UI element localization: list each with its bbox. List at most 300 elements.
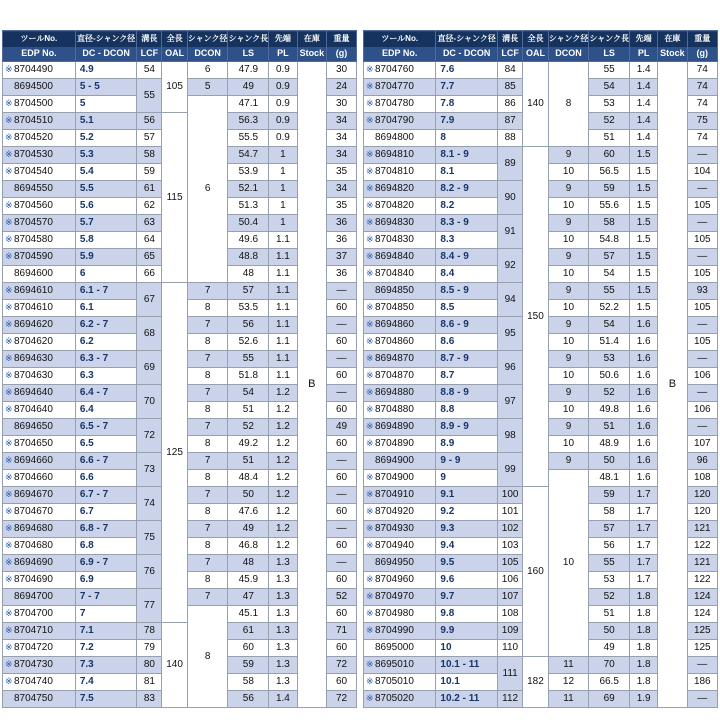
ls-cell: 55 <box>589 555 630 572</box>
ls-cell: 53 <box>589 96 630 113</box>
edp-cell <box>3 79 76 96</box>
dcon-cell: 9 <box>548 317 589 334</box>
dc-cell: 6.7 - 7 <box>75 487 137 504</box>
edp-number: 8704980 <box>375 608 414 619</box>
wt-cell: 186 <box>687 674 717 691</box>
dc-cell: 6.8 <box>75 538 137 555</box>
lcf-cell: 72 <box>137 419 162 453</box>
dc-cell: 9.5 <box>436 555 498 572</box>
dc-cell: 9.8 <box>436 606 498 623</box>
made-to-order-mark: ※ <box>5 370 13 380</box>
ls-cell: 58 <box>589 504 630 521</box>
ls-cell: 58 <box>589 215 630 232</box>
pl-cell: 1.7 <box>630 487 658 504</box>
made-to-order-mark: ※ <box>5 149 13 159</box>
wt-cell: — <box>327 283 357 300</box>
lcf-cell: 102 <box>497 521 522 538</box>
ls-cell: 59 <box>589 181 630 198</box>
edp-cell <box>3 419 76 436</box>
made-to-order-mark: ※ <box>366 608 374 618</box>
column-header-ja: 直径-シャンク径 <box>76 34 136 43</box>
edp-number: 8704920 <box>375 506 414 517</box>
pl-cell: 1.8 <box>630 674 658 691</box>
pl-cell: 1.1 <box>269 317 297 334</box>
dcon-cell: 10 <box>548 232 589 249</box>
lcf-cell: 88 <box>497 130 522 147</box>
edp-number: 8704870 <box>375 370 414 381</box>
made-to-order-mark: ※ <box>5 319 13 329</box>
column-header-en: DCON <box>194 48 221 58</box>
dcon-cell: 9 <box>548 249 589 266</box>
edp-number: 8704510 <box>14 115 53 126</box>
lcf-cell: 112 <box>497 691 522 708</box>
table-row <box>3 62 357 79</box>
column-header-ja: 先端 <box>274 34 291 43</box>
pl-cell: 1.4 <box>269 691 297 708</box>
edp-cell <box>3 436 76 453</box>
oal-cell: 182 <box>523 657 548 708</box>
made-to-order-mark: ※ <box>5 166 13 176</box>
made-to-order-mark: ※ <box>366 676 374 686</box>
dc-cell: 9 - 9 <box>436 453 498 470</box>
edp-cell <box>364 453 436 470</box>
dc-cell: 6.9 <box>75 572 137 589</box>
ls-cell: 70 <box>589 657 630 674</box>
ls-cell: 51 <box>589 419 630 436</box>
ls-cell: 55 <box>589 62 630 79</box>
wt-cell: 105 <box>687 334 717 351</box>
edp-cell <box>364 521 436 538</box>
made-to-order-mark: ※ <box>5 523 13 533</box>
pl-cell: 1.5 <box>630 181 658 198</box>
pl-cell: 1.3 <box>269 555 297 572</box>
dc-cell: 7.1 <box>75 623 137 640</box>
pl-cell: 1.6 <box>630 436 658 453</box>
dcon-cell: 7 <box>187 453 228 470</box>
dcon-cell: 7 <box>187 317 228 334</box>
wt-cell: 36 <box>327 266 357 283</box>
pl-cell: 0.9 <box>269 96 297 113</box>
wt-cell: 125 <box>687 640 717 657</box>
dcon-cell: 7 <box>187 351 228 368</box>
made-to-order-mark: ※ <box>366 489 374 499</box>
ls-cell: 56 <box>228 317 269 334</box>
made-to-order-mark: ※ <box>5 472 13 482</box>
edp-cell <box>364 589 436 606</box>
wt-cell: 49 <box>327 419 357 436</box>
edp-cell <box>364 691 436 708</box>
edp-cell <box>3 113 76 130</box>
wt-cell: — <box>687 249 717 266</box>
made-to-order-mark: ※ <box>366 234 374 244</box>
lcf-cell: 66 <box>137 266 162 283</box>
lcf-cell: 106 <box>497 572 522 589</box>
edp-number: 8704900 <box>375 472 414 483</box>
column-header-ja: 溝長 <box>502 34 519 43</box>
made-to-order-mark: ※ <box>5 285 13 295</box>
wt-cell: 60 <box>327 334 357 351</box>
wt-cell: 104 <box>687 164 717 181</box>
edp-number: 8695010 <box>375 659 414 670</box>
dc-cell: 5 <box>75 96 137 113</box>
edp-number: 8704760 <box>375 64 414 75</box>
pl-cell: 1.3 <box>269 657 297 674</box>
dc-cell: 5.3 <box>75 147 137 164</box>
dcon-cell: 10 <box>548 402 589 419</box>
ls-cell: 56 <box>589 538 630 555</box>
edp-number: 8704850 <box>375 302 414 313</box>
dcon-cell: 10 <box>548 198 589 215</box>
column-header-en: EDP No. <box>382 48 418 58</box>
edp-cell <box>3 691 76 708</box>
ls-cell: 53.5 <box>228 300 269 317</box>
column-header-wt <box>687 31 717 62</box>
ls-cell: 49 <box>228 79 269 96</box>
lcf-cell: 105 <box>497 555 522 572</box>
ls-cell: 60 <box>589 147 630 164</box>
edp-number: 8704670 <box>14 506 53 517</box>
column-header-en: (g) <box>335 48 348 58</box>
pl-cell: 1.3 <box>269 572 297 589</box>
edp-cell <box>364 317 436 334</box>
edp-cell <box>3 521 76 538</box>
lcf-cell: 78 <box>137 623 162 640</box>
edp-cell <box>364 504 436 521</box>
oal-cell: 160 <box>523 487 548 657</box>
pl-cell: 1.5 <box>630 300 658 317</box>
dcon-cell: 7 <box>187 555 228 572</box>
dcon-cell: 9 <box>548 181 589 198</box>
pl-cell: 0.9 <box>269 130 297 147</box>
edp-number: 8704560 <box>14 200 53 211</box>
edp-number: 8704530 <box>14 149 53 160</box>
dc-cell: 7 <box>75 606 137 623</box>
wt-cell: 36 <box>327 215 357 232</box>
ls-cell: 45.9 <box>228 572 269 589</box>
edp-cell <box>364 419 436 436</box>
made-to-order-mark: ※ <box>366 625 374 635</box>
wt-cell: — <box>687 419 717 436</box>
ls-cell: 66.5 <box>589 674 630 691</box>
column-header-edp <box>364 31 436 62</box>
pl-cell: 1.8 <box>630 640 658 657</box>
dcon-cell: 8 <box>187 402 228 419</box>
dc-cell: 8.8 - 9 <box>436 385 498 402</box>
oal-cell: 115 <box>162 113 187 283</box>
ls-cell: 53 <box>589 351 630 368</box>
column-header-en: LS <box>603 48 615 58</box>
made-to-order-mark: ※ <box>5 217 13 227</box>
lcf-cell: 67 <box>137 283 162 317</box>
pl-cell: 1.8 <box>630 606 658 623</box>
edp-number: 8704520 <box>14 132 53 143</box>
ls-cell: 48.4 <box>228 470 269 487</box>
spec-table-left <box>2 30 357 708</box>
edp-number: 8704680 <box>14 540 53 551</box>
edp-cell <box>364 657 436 674</box>
pl-cell: 1.6 <box>630 419 658 436</box>
lcf-cell: 90 <box>497 181 522 215</box>
made-to-order-mark: ※ <box>366 659 374 669</box>
dcon-cell: 6 <box>187 62 228 79</box>
column-header-ja: シャンク径 <box>187 34 228 43</box>
ls-cell: 55.6 <box>589 198 630 215</box>
pl-cell: 1.5 <box>630 215 658 232</box>
edp-cell <box>364 130 436 147</box>
edp-number: 8704750 <box>14 693 53 704</box>
dc-cell: 6.4 <box>75 402 137 419</box>
edp-cell <box>3 283 76 300</box>
lcf-cell: 100 <box>497 487 522 504</box>
dc-cell: 6.9 - 7 <box>75 555 137 572</box>
lcf-cell: 55 <box>137 79 162 113</box>
stock-cell: B <box>658 62 687 708</box>
ls-cell: 56 <box>228 691 269 708</box>
wt-cell: — <box>687 215 717 232</box>
made-to-order-mark: ※ <box>5 387 13 397</box>
lcf-cell: 54 <box>137 62 162 79</box>
dc-cell: 7.7 <box>436 79 498 96</box>
dc-cell: 8.6 - 9 <box>436 317 498 334</box>
edp-cell <box>3 538 76 555</box>
lcf-cell: 84 <box>497 62 522 79</box>
wt-cell: 106 <box>687 368 717 385</box>
made-to-order-mark: ※ <box>366 166 374 176</box>
edp-cell <box>3 453 76 470</box>
dc-cell: 7.8 <box>436 96 498 113</box>
oal-cell: 105 <box>162 62 187 113</box>
oal-cell: 140 <box>162 623 187 708</box>
dcon-cell: 7 <box>187 385 228 402</box>
wt-cell: 34 <box>327 113 357 130</box>
edp-cell <box>3 147 76 164</box>
edp-number: 8704620 <box>14 336 53 347</box>
column-header-en: DC - DCON <box>82 48 130 58</box>
edp-number: 8704570 <box>14 217 53 228</box>
wt-cell: 60 <box>327 402 357 419</box>
column-header-ja: 全長 <box>166 34 183 43</box>
edp-cell <box>3 623 76 640</box>
ls-cell: 53 <box>589 572 630 589</box>
lcf-cell: 65 <box>137 249 162 266</box>
dc-cell: 5.1 <box>75 113 137 130</box>
edp-number: 8694640 <box>14 387 53 398</box>
pl-cell: 1.6 <box>630 453 658 470</box>
pl-cell: 1.1 <box>269 300 297 317</box>
edp-number: 8694810 <box>375 149 414 160</box>
made-to-order-mark: ※ <box>5 540 13 550</box>
lcf-cell: 74 <box>137 487 162 521</box>
edp-number: 8694870 <box>375 353 414 364</box>
pl-cell: 1.2 <box>269 385 297 402</box>
column-header-wt <box>327 31 357 62</box>
lcf-cell: 91 <box>497 215 522 249</box>
dc-cell: 5.4 <box>75 164 137 181</box>
pl-cell: 1.1 <box>269 334 297 351</box>
dcon-cell: 10 <box>548 300 589 317</box>
made-to-order-mark: ※ <box>366 404 374 414</box>
pl-cell: 1.2 <box>269 436 297 453</box>
made-to-order-mark: ※ <box>366 438 374 448</box>
wt-cell: 35 <box>327 198 357 215</box>
wt-cell: — <box>687 147 717 164</box>
lcf-cell: 68 <box>137 317 162 351</box>
edp-cell <box>364 470 436 487</box>
dc-cell: 8.7 - 9 <box>436 351 498 368</box>
edp-number: 8704630 <box>14 370 53 381</box>
wt-cell: 36 <box>327 232 357 249</box>
made-to-order-mark: ※ <box>366 319 374 329</box>
dc-cell: 9.6 <box>436 572 498 589</box>
edp-cell <box>3 96 76 113</box>
ls-cell: 56.5 <box>589 164 630 181</box>
made-to-order-mark: ※ <box>366 302 374 312</box>
ls-cell: 52.6 <box>228 334 269 351</box>
edp-number: 8694550 <box>14 183 53 194</box>
dc-cell: 9.3 <box>436 521 498 538</box>
wt-cell: 74 <box>687 96 717 113</box>
wt-cell: 120 <box>687 487 717 504</box>
dc-cell: 9.7 <box>436 589 498 606</box>
edp-number: 8694620 <box>14 319 53 330</box>
ls-cell: 47 <box>228 589 269 606</box>
ls-cell: 55 <box>228 351 269 368</box>
made-to-order-mark: ※ <box>366 98 374 108</box>
dc-cell: 8.7 <box>436 368 498 385</box>
wt-cell: 122 <box>687 538 717 555</box>
ls-cell: 49.6 <box>228 232 269 249</box>
made-to-order-mark: ※ <box>5 302 13 312</box>
column-header-ja: 重量 <box>694 34 711 43</box>
dcon-cell: 9 <box>548 215 589 232</box>
lcf-cell: 83 <box>137 691 162 708</box>
edp-number: 8704710 <box>14 625 53 636</box>
edp-number: 8694880 <box>375 387 414 398</box>
edp-cell <box>364 113 436 130</box>
dcon-cell: 9 <box>548 419 589 436</box>
edp-cell <box>364 266 436 283</box>
lcf-cell: 63 <box>137 215 162 232</box>
pl-cell: 1.5 <box>630 266 658 283</box>
made-to-order-mark: ※ <box>366 217 374 227</box>
ls-cell: 49 <box>228 521 269 538</box>
column-header-en: OAL <box>165 48 185 58</box>
made-to-order-mark: ※ <box>366 81 374 91</box>
pl-cell: 1.6 <box>630 351 658 368</box>
edp-cell <box>364 623 436 640</box>
dcon-cell: 12 <box>548 674 589 691</box>
edp-number: 8704730 <box>14 659 53 670</box>
dc-cell: 5.9 <box>75 249 137 266</box>
lcf-cell: 76 <box>137 555 162 589</box>
dcon-cell: 8 <box>187 572 228 589</box>
column-header-stock <box>658 31 687 62</box>
dcon-cell: 9 <box>548 283 589 300</box>
dc-cell: 6.1 <box>75 300 137 317</box>
pl-cell: 1.5 <box>630 249 658 266</box>
dcon-cell: 7 <box>187 487 228 504</box>
lcf-cell: 87 <box>497 113 522 130</box>
oal-cell: 150 <box>523 147 548 487</box>
column-header-en: EDP No. <box>21 48 57 58</box>
made-to-order-mark: ※ <box>5 659 13 669</box>
dcon-cell: 10 <box>548 334 589 351</box>
wt-cell: — <box>327 521 357 538</box>
dcon-cell: 6 <box>187 96 228 283</box>
wt-cell: 52 <box>327 589 357 606</box>
edp-cell <box>3 62 76 79</box>
dc-cell: 6.1 - 7 <box>75 283 137 300</box>
pl-cell: 1 <box>269 198 297 215</box>
edp-number: 8704840 <box>375 268 414 279</box>
made-to-order-mark: ※ <box>5 676 13 686</box>
column-header-lcf <box>497 31 522 62</box>
dc-cell: 8.9 <box>436 436 498 453</box>
pl-cell: 1.7 <box>630 521 658 538</box>
edp-cell <box>3 130 76 147</box>
edp-number: 8694830 <box>375 217 414 228</box>
edp-number: 8704650 <box>14 438 53 449</box>
wt-cell: 124 <box>687 606 717 623</box>
wt-cell: 30 <box>327 96 357 113</box>
dcon-cell: 8 <box>187 436 228 453</box>
column-header-pl <box>630 31 658 62</box>
pl-cell: 1.7 <box>630 555 658 572</box>
column-header-lcf <box>137 31 162 62</box>
made-to-order-mark: ※ <box>5 98 13 108</box>
wt-cell: 60 <box>327 368 357 385</box>
pl-cell: 1.3 <box>269 674 297 691</box>
wt-cell: — <box>687 691 717 708</box>
column-header-en: LCF <box>501 48 519 58</box>
wt-cell: 72 <box>327 691 357 708</box>
dcon-cell: 10 <box>548 368 589 385</box>
pl-cell: 0.9 <box>269 79 297 96</box>
edp-cell <box>3 181 76 198</box>
edp-cell <box>364 232 436 249</box>
ls-cell: 52 <box>589 589 630 606</box>
ls-cell: 48.1 <box>589 470 630 487</box>
pl-cell: 1 <box>269 215 297 232</box>
pl-cell: 1.7 <box>630 538 658 555</box>
dc-cell: 5 - 5 <box>75 79 137 96</box>
column-header-en: Stock <box>299 48 325 58</box>
ls-cell: 48.8 <box>228 249 269 266</box>
dcon-cell: 9 <box>548 147 589 164</box>
column-header-ja: 先端 <box>635 34 652 43</box>
lcf-cell: 92 <box>497 249 522 283</box>
ls-cell: 54 <box>228 385 269 402</box>
ls-cell: 51 <box>589 130 630 147</box>
made-to-order-mark: ※ <box>366 540 374 550</box>
made-to-order-mark: ※ <box>366 693 374 703</box>
wt-cell: 60 <box>327 300 357 317</box>
ls-cell: 57 <box>589 521 630 538</box>
lcf-cell: 101 <box>497 504 522 521</box>
made-to-order-mark: ※ <box>5 132 13 142</box>
pl-cell: 1.2 <box>269 538 297 555</box>
dcon-cell: 5 <box>187 79 228 96</box>
lcf-cell: 98 <box>497 419 522 453</box>
wt-cell: — <box>327 555 357 572</box>
dc-cell: 6.3 - 7 <box>75 351 137 368</box>
edp-cell <box>3 657 76 674</box>
edp-cell <box>364 215 436 232</box>
ls-cell: 54 <box>589 266 630 283</box>
column-header-dcon <box>548 31 589 62</box>
pl-cell: 1.2 <box>269 419 297 436</box>
edp-cell <box>364 181 436 198</box>
